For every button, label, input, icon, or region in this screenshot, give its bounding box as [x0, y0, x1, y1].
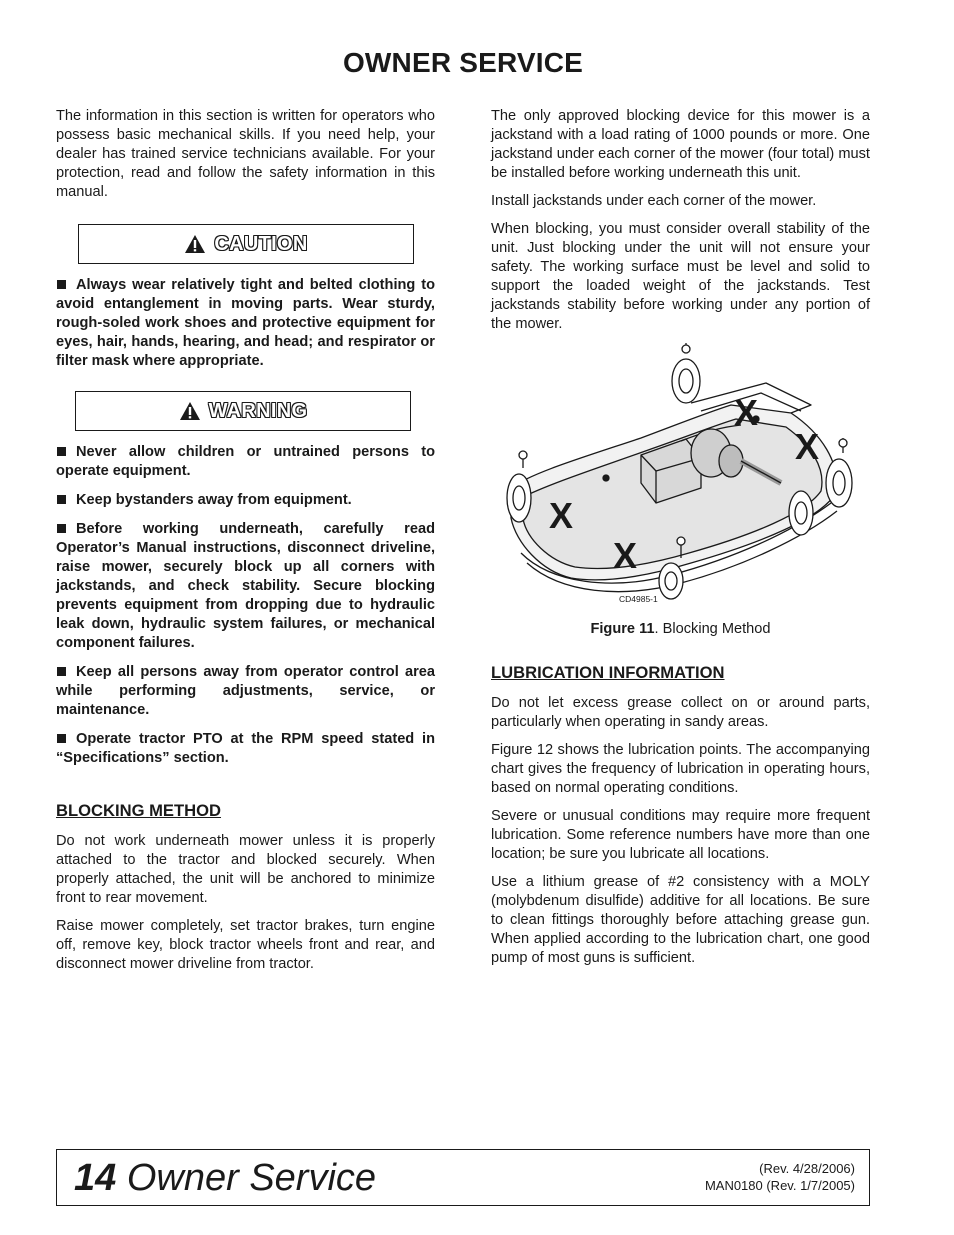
warning-bullet: Keep bystanders away from equipment.	[56, 491, 435, 510]
blocking-method-figure	[491, 343, 870, 615]
blocking-paragraph: Raise mower completely, set tractor brakes, turn engine off, remove key, block tractor wheels front and rear, and disconnect mower driveline from tractor.	[56, 918, 435, 972]
intro-paragraph: The information in this section is written for operators who possess basic mechanical skills. If you need help, your dealer has trained service technicians available. For your protection, read and follow the safety information in this manual.	[56, 108, 435, 200]
bullet-square-icon	[57, 280, 66, 289]
page-footer	[56, 1149, 870, 1206]
lubrication-paragraph: Severe or unusual conditions may require more frequent lubrication. Some reference numbers have more than one location; be sure you lubricate all locations.	[491, 808, 870, 862]
blocking-marker-x: X	[613, 535, 638, 576]
bullet-square-icon	[57, 524, 66, 533]
bullet-square-icon	[57, 734, 66, 743]
lubrication-paragraph: Figure 12 shows the lubrication points. The accompanying chart gives the frequency of lubrication in operating hours, based on normal operating conditions.	[491, 742, 870, 796]
revision-info	[705, 1160, 855, 1194]
revision-line: (Rev. 4/28/2006)	[759, 1161, 855, 1176]
warning-bullet: Before working underneath, carefully read Operator’s Manual instructions, disconnect driveline, raise mower, securely block up all corners with jackstands, and check stability. Secure blocking prevents equipment from dropping due to hydraulic leak down, hydraulic system failures, or mechanical component failures.	[56, 521, 435, 651]
stability-paragraph: When blocking, you must consider overall stability of the unit. Just blocking under the unit will not ensure your safety. The working surface must be level and solid to support the loaded weight of the jackstands. Test jackstands stability before working under any portion of the mower.	[491, 221, 870, 332]
footer-page-label	[74, 1155, 376, 1201]
warning-label: WARNING	[208, 399, 308, 422]
footer-section-name: Owner Service	[126, 1157, 377, 1199]
bullet-square-icon	[57, 447, 66, 456]
bullet-square-icon	[57, 495, 66, 504]
jackstand-paragraph: The only approved blocking device for this mower is a jackstand with a load rating of 1000 pounds or more. One jackstand under each corner of the mower (four total) must be installed before working underneath this unit.	[491, 108, 870, 181]
manual-revision-line: MAN0180 (Rev. 1/7/2005)	[704, 1178, 855, 1193]
warning-triangle-icon	[179, 401, 201, 421]
page-number: 14	[74, 1157, 117, 1199]
warning-bullet: Never allow children or untrained persons to operate equipment.	[56, 444, 435, 479]
warning-box	[75, 391, 411, 431]
warning-bullet: Keep all persons away from operator control area while performing adjustments, service, or maintenance.	[56, 664, 435, 718]
figure-caption: Figure 11. Blocking Method	[590, 621, 771, 637]
warning-bullet: Operate tractor PTO at the RPM speed stated in “Specifications” section.	[56, 731, 435, 766]
blocking-method-heading: BLOCKING METHOD	[56, 801, 222, 820]
page-title: OWNER SERVICE	[342, 47, 584, 78]
bullet-square-icon	[57, 667, 66, 676]
right-column	[491, 107, 870, 977]
blocking-paragraph: Do not work underneath mower unless it is properly attached to the tractor and blocked securely. When properly attached, the unit will be anchored to minimize front to rear movement.	[56, 833, 435, 906]
left-column	[56, 107, 435, 983]
warning-triangle-icon	[184, 234, 206, 254]
jackstand-paragraph: Install jackstands under each corner of the mower.	[491, 193, 817, 209]
blocking-marker-x: X	[734, 392, 759, 433]
caution-label: CAUTION	[214, 232, 308, 255]
mower-deck-illustration	[491, 343, 870, 615]
blocking-marker-x: X	[549, 495, 574, 536]
lubrication-paragraph: Do not let excess grease collect on or around parts, particularly when operating in sandy areas.	[491, 695, 870, 730]
figure-code: CD4985-1	[619, 594, 658, 604]
caution-box	[78, 224, 414, 264]
blocking-marker-x: X	[795, 426, 820, 467]
lubrication-paragraph: Use a lithium grease of #2 consistency with a MOLY (molybdenum disulfide) additive for all locations. Be sure to clean fittings thoroughly before attaching grease gun. When applied according to the lubrication chart, one good pump of most guns is sufficient.	[491, 874, 870, 966]
caution-bullet: Always wear relatively tight and belted clothing to avoid entanglement in moving parts. Wear sturdy, rough-soled work shoes and protective equipment for eyes, hair, hands, hearing, and head; and respirator or filter mask where appropriate.	[56, 277, 435, 369]
lubrication-heading: LUBRICATION INFORMATION	[491, 663, 725, 682]
